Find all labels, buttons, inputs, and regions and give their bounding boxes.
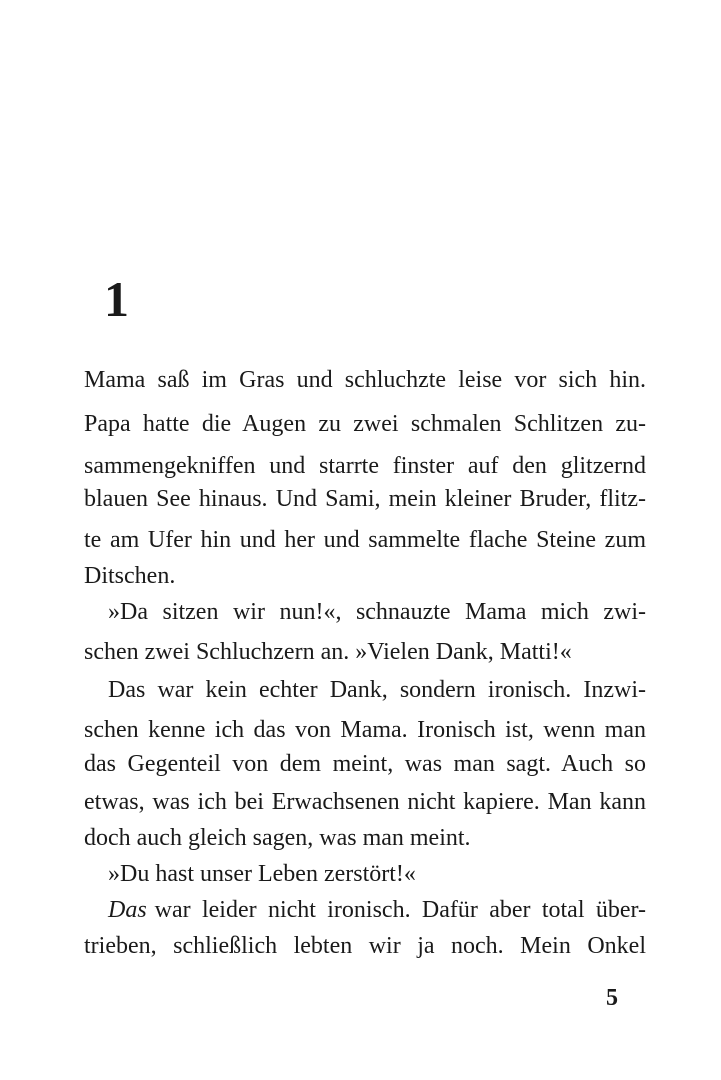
text-line: doch auch gleich sagen, was man meint.: [84, 825, 471, 851]
text-line: das Gegenteil von dem meint, was man sagt. Auch so: [84, 751, 646, 777]
text-line: Das war kein echter Dank, sondern ironisch. Inzwi-: [108, 677, 646, 703]
text-line: te am Ufer hin und her und sammelte flache Steine zum: [84, 527, 646, 553]
text-line: »Du hast unser Leben zerstört!«: [108, 861, 416, 887]
text-line: trieben, schließlich lebten wir ja noch. Mein Onkel: [84, 933, 646, 959]
text-line: sammengekniffen und starrte finster auf den glitzernd: [84, 453, 646, 479]
text-line: blauen See hinaus. Und Sami, mein kleiner Bruder, flitz-: [84, 486, 646, 512]
text-line-rest: war leider nicht ironisch. Dafür aber total über-: [154, 897, 646, 923]
text-line: schen kenne ich das von Mama. Ironisch ist, wenn man: [84, 717, 646, 743]
text-line-emphasis: [108, 892, 646, 928]
text-line: schen zwei Schluchzern an. »Vielen Dank, Matti!«: [84, 639, 572, 665]
text-line: Ditschen.: [84, 563, 176, 589]
text-line: Mama saß im Gras und schluchzte leise vor sich hin.: [84, 367, 646, 393]
text-line: »Da sitzen wir nun!«, schnauzte Mama mich zwi-: [108, 599, 646, 625]
emphasized-word: Das: [108, 897, 147, 923]
text-line: etwas, was ich bei Erwachsenen nicht kapiere. Man kann: [84, 789, 646, 815]
text-line: Papa hatte die Augen zu zwei schmalen Schlitzen zu-: [84, 411, 646, 437]
page-number: 5: [606, 985, 618, 1011]
chapter-number: 1: [104, 271, 129, 327]
